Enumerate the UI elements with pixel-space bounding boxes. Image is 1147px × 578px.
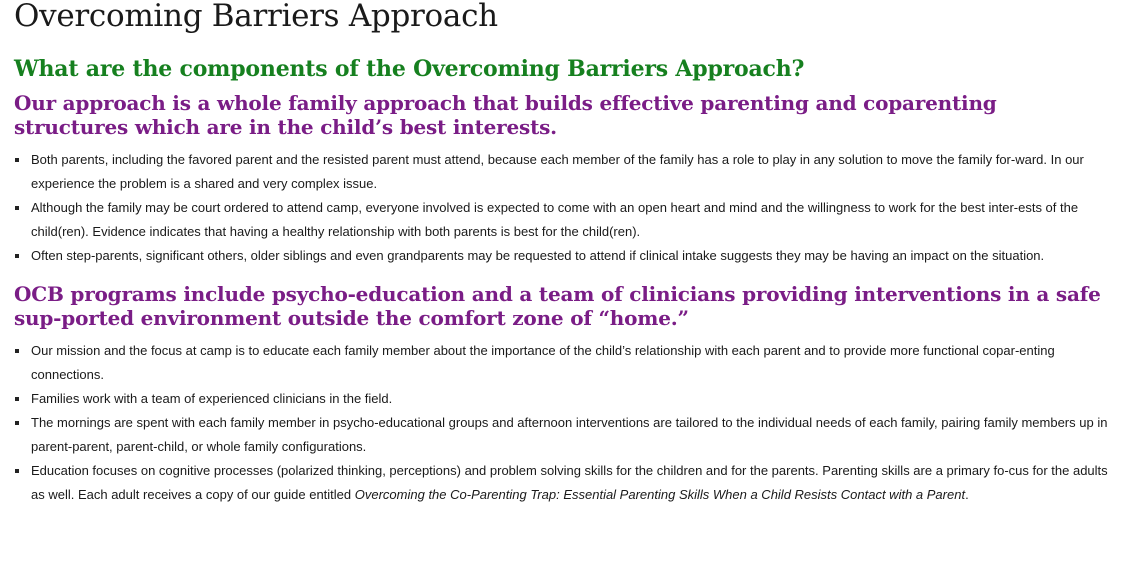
- bullet-icon: [15, 421, 19, 425]
- list-item-text: Education focuses on cognitive processes (polarized thinking, perceptions) and problem solving skills for the children and for the parents. Parenting skills are a primary fo-cus for the adults as well. Each adult receives a copy of our guide entitled: [31, 463, 1108, 502]
- list-item-text: Although the family may be court ordered to attend camp, everyone involved is expected to come with an open heart and mind and the willingness to work for the best inter-ests of the child(ren). Evidence indicates that having a healthy relationship with both parents is best for the child(ren).: [31, 200, 1079, 239]
- programs-heading: OCB programs include psycho-education and a team of clinicians providing interventions in a safe sup-ported environment outside the comfort zone of “home.”: [14, 282, 1101, 330]
- programs-list: [14, 339, 1114, 507]
- list-item: [14, 339, 1114, 387]
- list-item-text: Families work with a team of experienced clinicians in the field.: [31, 391, 393, 406]
- bullet-icon: [15, 469, 19, 473]
- approach-heading: Our approach is a whole family approach that builds effective parenting and coparenting structures which are in the child’s best interests.: [14, 91, 997, 139]
- list-item-text: Our mission and the focus at camp is to educate each family member about the importance of the child’s relationship with each parent and to provide more functional copar-enting connections.: [31, 343, 1055, 382]
- approach-list: [14, 148, 1114, 268]
- list-item: [14, 148, 1114, 196]
- list-item: [14, 459, 1114, 507]
- list-item: [14, 244, 1114, 268]
- page-content: [14, 0, 1114, 507]
- bullet-icon: [15, 206, 19, 210]
- list-item-text: The mornings are spent with each family member in psycho-educational groups and afternoon interventions are tailored to the individual needs of each family, pairing family members up in parent-parent, parent-child, or whole family configurations.: [31, 415, 1108, 454]
- bullet-icon: [15, 158, 19, 162]
- bullet-icon: [15, 349, 19, 353]
- page-title: Overcoming Barriers Approach: [14, 0, 498, 34]
- section-heading: What are the components of the Overcoming Barriers Approach?: [14, 56, 805, 82]
- list-item: [14, 411, 1114, 459]
- list-item: [14, 387, 1114, 411]
- list-item: [14, 196, 1114, 244]
- list-item-text: Often step-parents, significant others, older siblings and even grandparents may be requested to attend if clinical intake suggests they may be having an impact on the situation.: [31, 248, 1045, 263]
- list-item-end: .: [965, 487, 969, 502]
- bullet-icon: [15, 254, 19, 258]
- list-item-text: Both parents, including the favored parent and the resisted parent must attend, because each member of the family has a role to play in any solution to move the family for-ward. In our experience the problem is a shared and very complex issue.: [31, 152, 1084, 191]
- book-title: Overcoming the Co-Parenting Trap: Essential Parenting Skills When a Child Resists Contact with a Parent: [354, 487, 966, 502]
- bullet-icon: [15, 397, 19, 401]
